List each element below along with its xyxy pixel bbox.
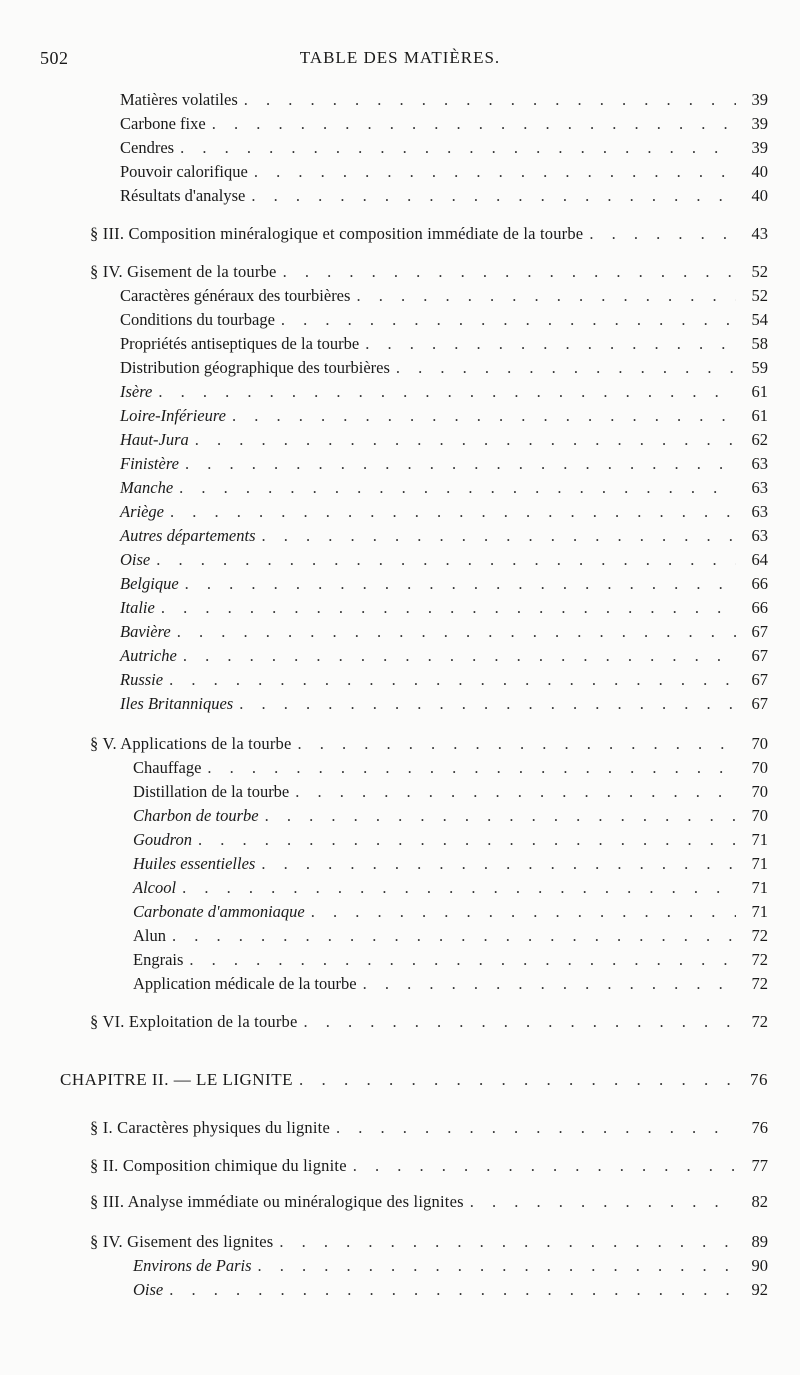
- toc-entry: [120, 692, 768, 716]
- dot-leader: [262, 524, 737, 548]
- toc-entry-page: 61: [751, 382, 768, 401]
- toc-entry: [120, 332, 768, 356]
- toc-entry-label: Finistère: [120, 454, 179, 473]
- toc-entry-label: Environs de Paris: [133, 1256, 252, 1275]
- dot-leader: [232, 404, 736, 428]
- toc-entry-page: 63: [751, 478, 768, 497]
- toc-entry-page: 76: [751, 1118, 768, 1137]
- toc-entry-page: 72: [751, 950, 768, 969]
- toc-entry: [133, 852, 768, 876]
- dot-leader: [177, 620, 736, 644]
- dot-leader: [279, 1230, 736, 1254]
- toc-entry-label: Chauffage: [133, 758, 202, 777]
- dot-leader: [304, 1010, 736, 1034]
- toc-entry: [90, 1154, 768, 1178]
- toc-entry-label: Loire-Inférieure: [120, 406, 227, 425]
- toc-entry-page: 52: [751, 262, 768, 281]
- toc-entry-page: 40: [751, 162, 768, 181]
- dot-leader: [356, 284, 736, 308]
- dot-leader: [183, 644, 736, 668]
- dot-leader: [261, 852, 736, 876]
- toc-entry-page: 89: [751, 1232, 768, 1251]
- toc-entry-page: 63: [751, 454, 768, 473]
- toc-entry-label: Engrais: [133, 950, 184, 969]
- toc-entry-page: 71: [751, 854, 768, 873]
- running-title: TABLE DES MATIÈRES.: [299, 48, 501, 67]
- toc-entry-label: Propriétés antiseptiques de la tourbe: [120, 334, 360, 353]
- dot-leader: [470, 1190, 736, 1214]
- toc-entry-label: Carbonate d'ammoniaque: [133, 902, 305, 921]
- toc-entry-page: 66: [751, 598, 768, 617]
- toc-entry: [120, 184, 768, 208]
- dot-leader: [156, 548, 736, 572]
- toc-entry-page: 72: [751, 1012, 768, 1031]
- dot-leader: [396, 356, 736, 380]
- toc-entry: [133, 828, 768, 852]
- toc-entry-label: Ariège: [120, 502, 164, 521]
- toc-entry: [120, 572, 768, 596]
- toc-entry-page: 90: [751, 1256, 768, 1275]
- toc-entry-page: 70: [751, 806, 768, 825]
- toc-entry-label: CHAPITRE II. — LE LIGNITE: [60, 1070, 293, 1089]
- toc-entry-label: Autres départements: [120, 526, 256, 545]
- toc-entry-page: 71: [751, 878, 768, 897]
- dot-leader: [265, 804, 736, 828]
- toc-entry: [133, 1254, 768, 1278]
- dot-leader: [353, 1154, 736, 1178]
- page-number: 502: [40, 48, 69, 68]
- toc-entry: [120, 308, 768, 332]
- toc-entry: [120, 644, 768, 668]
- toc-entry-page: 52: [751, 286, 768, 305]
- toc-entry-label: Haut-Jura: [120, 430, 189, 449]
- dot-leader: [185, 452, 736, 476]
- dot-leader: [244, 88, 736, 112]
- dot-leader: [161, 596, 736, 620]
- toc-entry-label: § IV. Gisement des lignites: [90, 1232, 274, 1251]
- toc-entry: [90, 260, 768, 284]
- dot-leader: [363, 972, 736, 996]
- toc-entry-label: Conditions du tourbage: [120, 310, 275, 329]
- toc-entry-label: Matières volatiles: [120, 90, 238, 109]
- dot-leader: [298, 732, 736, 756]
- toc-entry: [90, 1190, 768, 1214]
- dot-leader: [172, 924, 736, 948]
- dot-leader: [589, 222, 736, 246]
- toc-entry-label: § VI. Exploitation de la tourbe: [90, 1012, 298, 1031]
- toc-entry-page: 82: [751, 1192, 768, 1211]
- toc-entry-label: Carbone fixe: [120, 114, 206, 133]
- toc-entry-page: 54: [751, 310, 768, 329]
- toc-entry: [120, 380, 768, 404]
- toc-entry-label: Application médicale de la tourbe: [133, 974, 357, 993]
- toc-entry: [133, 900, 768, 924]
- toc-entry-label: § V. Applications de la tourbe: [90, 734, 292, 753]
- toc-entry: [133, 804, 768, 828]
- toc-entry: [133, 1278, 768, 1302]
- toc-entry: [90, 732, 768, 756]
- toc-entry-page: 39: [751, 114, 768, 133]
- toc-entry: [90, 1230, 768, 1254]
- toc-entry: [120, 136, 768, 160]
- dot-leader: [295, 780, 736, 804]
- dot-leader: [254, 160, 736, 184]
- toc-entry-page: 43: [751, 224, 768, 243]
- dot-leader: [180, 136, 736, 160]
- toc-entry-label: Distribution géographique des tourbières: [120, 358, 390, 377]
- toc-entry-page: 67: [751, 670, 768, 689]
- toc-entry-label: § IV. Gisement de la tourbe: [90, 262, 277, 281]
- toc-entry-page: 58: [751, 334, 768, 353]
- dot-leader: [179, 476, 736, 500]
- toc-entry-page: 62: [751, 430, 768, 449]
- toc-entry-label: Pouvoir calorifique: [120, 162, 248, 181]
- toc-entry-label: Autriche: [120, 646, 177, 665]
- toc-entry-page: 39: [751, 138, 768, 157]
- toc-entry-label: Alun: [133, 926, 166, 945]
- toc-entry-label: Iles Britanniques: [120, 694, 234, 713]
- toc-entry-page: 67: [751, 694, 768, 713]
- toc-entry-page: 63: [751, 526, 768, 545]
- toc-entry-page: 76: [750, 1070, 768, 1089]
- toc-entry: [120, 428, 768, 452]
- toc-entry: [120, 160, 768, 184]
- toc-entry-label: Belgique: [120, 574, 179, 593]
- toc-entry: [120, 596, 768, 620]
- toc-entry: [120, 284, 768, 308]
- toc-entry-label: Caractères généraux des tourbières: [120, 286, 351, 305]
- toc-entry-page: 70: [751, 734, 768, 753]
- toc-entry-page: 63: [751, 502, 768, 521]
- toc-entry-page: 61: [751, 406, 768, 425]
- toc-entry-page: 72: [751, 974, 768, 993]
- dot-leader: [365, 332, 736, 356]
- toc-entry-label: Isère: [120, 382, 153, 401]
- toc-entry: [120, 452, 768, 476]
- toc-entry: [60, 1068, 768, 1092]
- toc-entry-label: Cendres: [120, 138, 175, 157]
- dot-leader: [189, 948, 736, 972]
- toc-entry-label: Charbon de tourbe: [133, 806, 259, 825]
- toc-entry-page: 59: [751, 358, 768, 377]
- toc-entry-page: 67: [751, 622, 768, 641]
- toc-entry-page: 40: [751, 186, 768, 205]
- toc-entry: [90, 1010, 768, 1034]
- toc-entry: [133, 756, 768, 780]
- toc-entry: [133, 780, 768, 804]
- toc-entry-page: 77: [751, 1156, 768, 1175]
- toc-entry-label: Goudron: [133, 830, 192, 849]
- toc-entry: [120, 356, 768, 380]
- toc-entry: [120, 620, 768, 644]
- toc-entry-label: § I. Caractères physiques du lignite: [90, 1118, 330, 1137]
- dot-leader: [283, 260, 736, 284]
- dot-leader: [195, 428, 736, 452]
- toc-entry-label: Oise: [120, 550, 151, 569]
- toc-entry-label: § II. Composition chimique du lignite: [90, 1156, 347, 1175]
- toc-entry: [120, 500, 768, 524]
- toc-entry: [120, 476, 768, 500]
- toc-entry-page: 72: [751, 926, 768, 945]
- dot-leader: [182, 876, 736, 900]
- toc-entry-label: Italie: [120, 598, 155, 617]
- toc-entry-page: 71: [751, 830, 768, 849]
- toc-entry-label: § III. Analyse immédiate ou minéralogique des lignites: [90, 1192, 464, 1211]
- dot-leader: [158, 380, 736, 404]
- toc-entry-page: 70: [751, 782, 768, 801]
- dot-leader: [239, 692, 736, 716]
- toc-entry-label: Huiles essentielles: [133, 854, 256, 873]
- toc-entry-label: Alcool: [133, 878, 177, 897]
- dot-leader: [169, 1278, 736, 1302]
- dot-leader: [311, 900, 736, 924]
- dot-leader: [212, 112, 736, 136]
- toc-entry: [133, 876, 768, 900]
- toc-entry: [120, 524, 768, 548]
- dot-leader: [198, 828, 736, 852]
- toc-entry: [133, 972, 768, 996]
- toc-entry-page: 66: [751, 574, 768, 593]
- dot-leader: [299, 1068, 736, 1092]
- dot-leader: [281, 308, 736, 332]
- dot-leader: [207, 756, 736, 780]
- toc-entry-label: Distillation de la tourbe: [133, 782, 290, 801]
- toc-entry: [90, 1116, 768, 1140]
- dot-leader: [185, 572, 736, 596]
- dot-leader: [170, 500, 736, 524]
- toc-entry: [133, 948, 768, 972]
- dot-leader: [251, 184, 736, 208]
- toc-entry: [120, 668, 768, 692]
- toc-entry-label: Bavière: [120, 622, 171, 641]
- dot-leader: [336, 1116, 736, 1140]
- toc-entry-page: 70: [751, 758, 768, 777]
- dot-leader: [169, 668, 736, 692]
- toc-entry: [120, 88, 768, 112]
- toc-entry: [120, 548, 768, 572]
- toc-entry-label: Oise: [133, 1280, 164, 1299]
- toc-entry: [120, 112, 768, 136]
- toc-entry: [133, 924, 768, 948]
- toc-entry-label: § III. Composition minéralogique et composition immédiate de la tourbe: [90, 224, 584, 243]
- toc-entry-label: Résultats d'analyse: [120, 186, 246, 205]
- toc-entry-label: Manche: [120, 478, 174, 497]
- toc-entry: [90, 222, 768, 246]
- toc-entry-page: 39: [751, 90, 768, 109]
- toc-entry-label: Russie: [120, 670, 164, 689]
- toc-entry-page: 67: [751, 646, 768, 665]
- toc-entry: [120, 404, 768, 428]
- dot-leader: [258, 1254, 736, 1278]
- page-header: [0, 48, 800, 76]
- toc-entry-page: 71: [751, 902, 768, 921]
- toc-entry-page: 92: [751, 1280, 768, 1299]
- toc-entry-page: 64: [751, 550, 768, 569]
